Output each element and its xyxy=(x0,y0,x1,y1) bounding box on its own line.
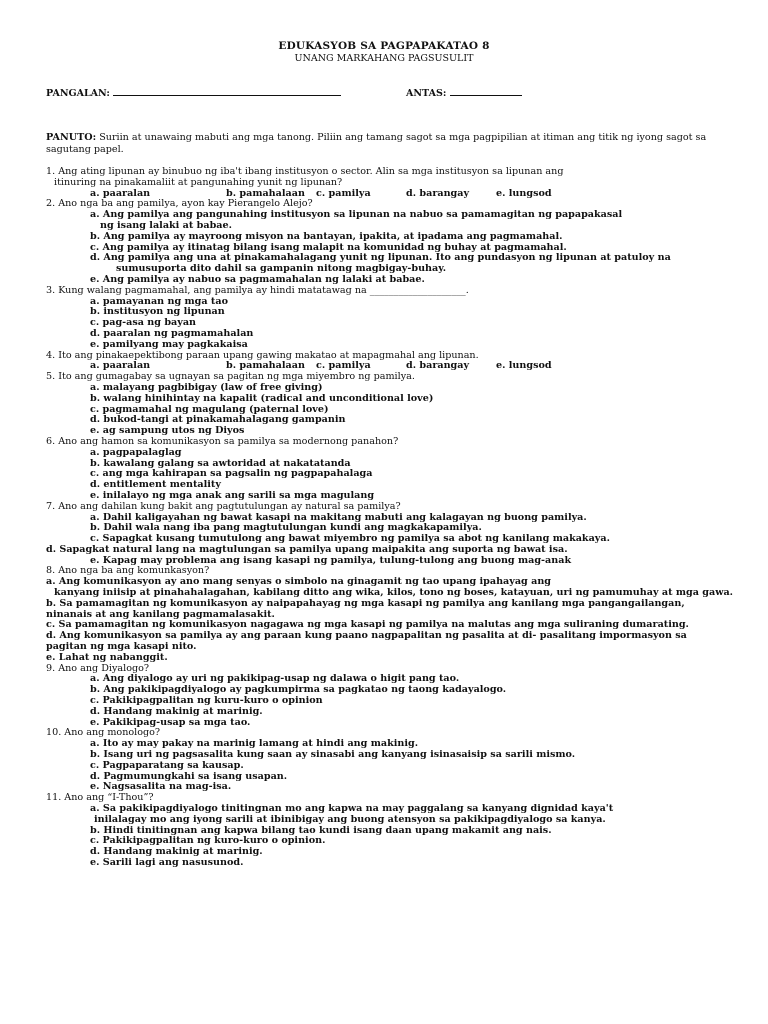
q5-option-e[interactable]: e. ag sampung utos ng Diyos xyxy=(90,425,245,437)
question-1-options xyxy=(46,189,736,200)
q6-option-a[interactable]: a. pagpapalaglag xyxy=(90,446,182,458)
q11-option-e[interactable]: e. Sarili lagi ang nasusunod. xyxy=(90,857,244,868)
q2-option-c[interactable]: c. Ang pamilya ay itinatag bilang isang malapit na komunidad ng buhay at pagmamahal. xyxy=(90,241,567,253)
q8-option-b[interactable]: b. Sa pamamagitan ng komunikasyon ay naipapahayag ng mga kasapi ng pamilya ang kanilang mga pangangailangan, ninanais at ang kanilang pagmamalasakit. xyxy=(46,597,685,620)
q3-option-c[interactable]: c. pag-asa ng bayan xyxy=(90,317,197,329)
q11-option-d[interactable]: d. Handang makinig at marinig. xyxy=(90,846,263,858)
instructions xyxy=(46,132,726,157)
question-2-stem: 2. Ano nga ba ang pamilya, ayon kay Pierangelo Alejo? xyxy=(46,198,313,210)
question-7-stem: 7. Ano ang dahilan kung bakit ang pagtutulungan ay natural sa pamilya? xyxy=(46,500,401,512)
name-label: PANGALAN: xyxy=(46,88,110,99)
q8-option-e[interactable]: e. Lahat ng nabanggit. xyxy=(46,651,168,663)
question-1-stem: 1. Ang ating lipunan ay binubuo ng iba't ibang institusyon o sector. Alin sa mga institusyon sa lipunan ang xyxy=(46,166,564,177)
q7-option-b[interactable]: b. Dahil wala nang iba pang magtutulungan kundi ang magkakapamilya. xyxy=(90,522,482,534)
name-blank-line[interactable] xyxy=(113,87,341,96)
question-4-stem: 4. Ito ang pinakaepektibong paraan upang gawing makatao at mapagmahal ang lipunan. xyxy=(46,349,479,361)
q1-option-b[interactable]: b. pamahalaan xyxy=(226,187,305,199)
q3-option-e[interactable]: e. pamilyang may pagkakaisa xyxy=(90,338,248,350)
exam-title: EDUKASYOB SA PAGPAPAKATAO 8 xyxy=(278,40,490,52)
question-list xyxy=(46,167,736,869)
q9-option-d[interactable]: d. Handang makinig at marinig. xyxy=(90,705,263,717)
q8-option-a-cont: kanyang iniisip at pinahahalagahan, kabilang ditto ang wika, kilos, tono ng boses, katayuan, uri ng pamumuhay at mga gawa. xyxy=(54,587,734,599)
question-1-stem-cont: itinuring na pinakamaliit at pangunahing yunit ng lipunan? xyxy=(54,176,343,188)
q4-option-a[interactable]: a. paaralan xyxy=(90,360,151,372)
q10-option-a[interactable]: a. Ito ay may pakay na marinig lamang at hindi ang makinig. xyxy=(90,738,419,750)
exam-subtitle: UNANG MARKAHANG PAGSUSULIT xyxy=(294,53,474,64)
q5-option-c[interactable]: c. pagmamahal ng magulang (paternal love) xyxy=(90,403,329,415)
q9-option-a[interactable]: a. Ang diyalogo ay uri ng pakikipag-usap ng dalawa o higit pang tao. xyxy=(90,673,460,685)
q10-option-c[interactable]: c. Pagpaparatang sa kausap. xyxy=(90,759,244,771)
question-9-stem: 9. Ano ang Diyalogo? xyxy=(46,662,150,674)
q2-option-a-cont: ng isang lalaki at babae. xyxy=(100,219,232,231)
name-field[interactable] xyxy=(46,87,341,99)
q3-option-b[interactable]: b. institusyon ng lipunan xyxy=(90,306,225,318)
q2-option-b[interactable]: b. Ang pamilya ay mayroong misyon na bantayan, ipakita, at ipadama ang pagmamahal. xyxy=(90,230,563,242)
q1-option-e[interactable]: e. lungsod xyxy=(496,187,552,199)
grade-label: ANTAS: xyxy=(406,88,447,99)
q10-option-e[interactable]: e. Nagsasalita na mag-isa. xyxy=(90,781,232,793)
q6-option-b[interactable]: b. kawalang galang sa awtoridad at nakatatanda xyxy=(90,457,351,469)
q10-option-b[interactable]: b. Isang uri ng pagsasalita kung saan ay sinasabi ang kanyang isinasaisip sa sarili mismo. xyxy=(90,749,576,761)
question-11-stem: 11. Ano ang “I-Thou”? xyxy=(46,792,154,804)
q4-option-d[interactable]: d. barangay xyxy=(406,360,470,372)
instructions-text: Suriin at unawaing mabuti ang mga tanong. Piliin ang tamang sagot sa mga pagpipilian at itiman ang titik ng iyong sagot sa sagutang papel. xyxy=(46,132,707,156)
q3-option-d[interactable]: d. paaralan ng pagmamahalan xyxy=(90,327,254,339)
q9-option-b[interactable]: b. Ang pakikipagdiyalogo ay pagkumpirma sa pagkatao ng taong kadayalogo. xyxy=(90,684,507,696)
q7-option-e[interactable]: e. Kapag may problema ang isang kasapi ng pamilya, tulung-tulong ang buong mag-anak xyxy=(90,554,572,566)
question-6-stem: 6. Ano ang hamon sa komunikasyon sa pamilya sa modernong panahon? xyxy=(46,435,399,447)
q1-option-a[interactable]: a. paaralan xyxy=(90,187,151,199)
q11-option-b[interactable]: b. Hindi tinitingnan ang kapwa bilang tao kundi isang daan upang makamit ang nais. xyxy=(90,824,552,836)
q2-option-a[interactable]: a. Ang pamilya ang pangunahing institusyon sa lipunan na nabuo sa pamamagitan ng papapakasal xyxy=(90,209,623,221)
q4-option-c[interactable]: c. pamilya xyxy=(316,360,371,372)
q7-option-d[interactable]: d. Sapagkat natural lang na magtulungan sa pamilya upang maipakita ang suporta ng bawat isa. xyxy=(46,543,568,555)
instructions-label: PANUTO: xyxy=(46,132,97,143)
q1-option-d[interactable]: d. barangay xyxy=(406,187,470,199)
question-3-stem: 3. Kung walang pagmamahal, ang pamilya ay hindi matatawag na ____________________. xyxy=(46,284,469,296)
q9-option-c[interactable]: c. Pakikipagpalitan ng kuru-kuro o opinion xyxy=(90,695,323,707)
question-8-stem: 8. Ano nga ba ang komunkasyon? xyxy=(46,565,210,577)
q7-option-c[interactable]: c. Sapagkat kusang tumutulong ang bawat miyembro ng pamilya sa abot ng kanilang makakaya. xyxy=(90,533,610,545)
question-10-stem: 10. Ano ang monologo? xyxy=(46,727,161,739)
q5-option-b[interactable]: b. walang hinihintay na kapalit (radical and unconditional love) xyxy=(90,392,434,404)
grade-field[interactable] xyxy=(406,87,522,99)
q3-option-a[interactable]: a. pamayanan ng mga tao xyxy=(90,295,228,307)
grade-blank-line[interactable] xyxy=(450,87,522,96)
q5-option-a[interactable]: a. malayang pagbibigay (law of free giving) xyxy=(90,381,323,393)
q2-option-d-cont: sumusuporta dito dahil sa gampanin nitong magbigay-buhay. xyxy=(116,263,447,275)
q11-option-a-cont: inilalagay mo ang iyong sarili at ibinibigay ang buong atensyon sa pakikipagdiyalogo sa kanya. xyxy=(94,813,606,825)
q4-option-e[interactable]: e. lungsod xyxy=(496,360,552,372)
q6-option-e[interactable]: e. inilalayo ng mga anak ang sarili sa mga magulang xyxy=(90,489,375,501)
q5-option-d[interactable]: d. bukod-tangi at pinakamahalagang gampanin xyxy=(90,414,346,426)
q7-option-a[interactable]: a. Dahil kaligayahan ng bawat kasapi na makitang mabuti ang kalagayan ng buong pamilya. xyxy=(90,511,587,523)
q10-option-d[interactable]: d. Pagmumungkahi sa isang usapan. xyxy=(90,770,288,782)
q2-option-d[interactable]: d. Ang pamilya ang una at pinakamahalagang yunit ng lipunan. Ito ang pundasyon ng lipunan at patuloy na xyxy=(90,252,671,264)
question-5-stem: 5. Ito ang gumagabay sa ugnayan sa pagitan ng mga miyembro ng pamilya. xyxy=(46,371,415,383)
q9-option-e[interactable]: e. Pakikipag-usap sa mga tao. xyxy=(90,716,251,728)
q8-option-c[interactable]: c. Sa pamamagitan ng komunikasyon nagagawa ng mga kasapi ng pamilya na malutas ang mga suliraning dumarating. xyxy=(46,619,689,631)
q4-option-b[interactable]: b. pamahalaan xyxy=(226,360,305,372)
q11-option-a[interactable]: a. Sa pakikipagdiyalogo tinitingnan mo ang kapwa na may paggalang sa kanyang dignidad kaya't xyxy=(90,803,614,815)
q6-option-d[interactable]: d. entitlement mentality xyxy=(90,479,221,491)
question-4-options xyxy=(46,361,736,372)
q6-option-c[interactable]: c. ang mga kahirapan sa pagsalin ng pagpapahalaga xyxy=(90,468,373,480)
q2-option-e[interactable]: e. Ang pamilya ay nabuo sa pagmamahalan ng lalaki at babae. xyxy=(90,273,425,285)
q8-option-d[interactable]: d. Ang komunikasyon sa pamilya ay ang paraan kung paano nagpapalitan ng pasalita at di- pasalitang impormasyon sa pagitan ng mga kasapi nito. xyxy=(46,630,687,653)
q8-option-a[interactable]: a. Ang komunikasyon ay ano mang senyas o simbolo na ginagamit ng tao upang ipahayag ang xyxy=(46,576,551,588)
q11-option-c[interactable]: c. Pakikipagpalitan ng kuro-kuro o opinion. xyxy=(90,835,326,847)
q1-option-c[interactable]: c. pamilya xyxy=(316,187,371,199)
